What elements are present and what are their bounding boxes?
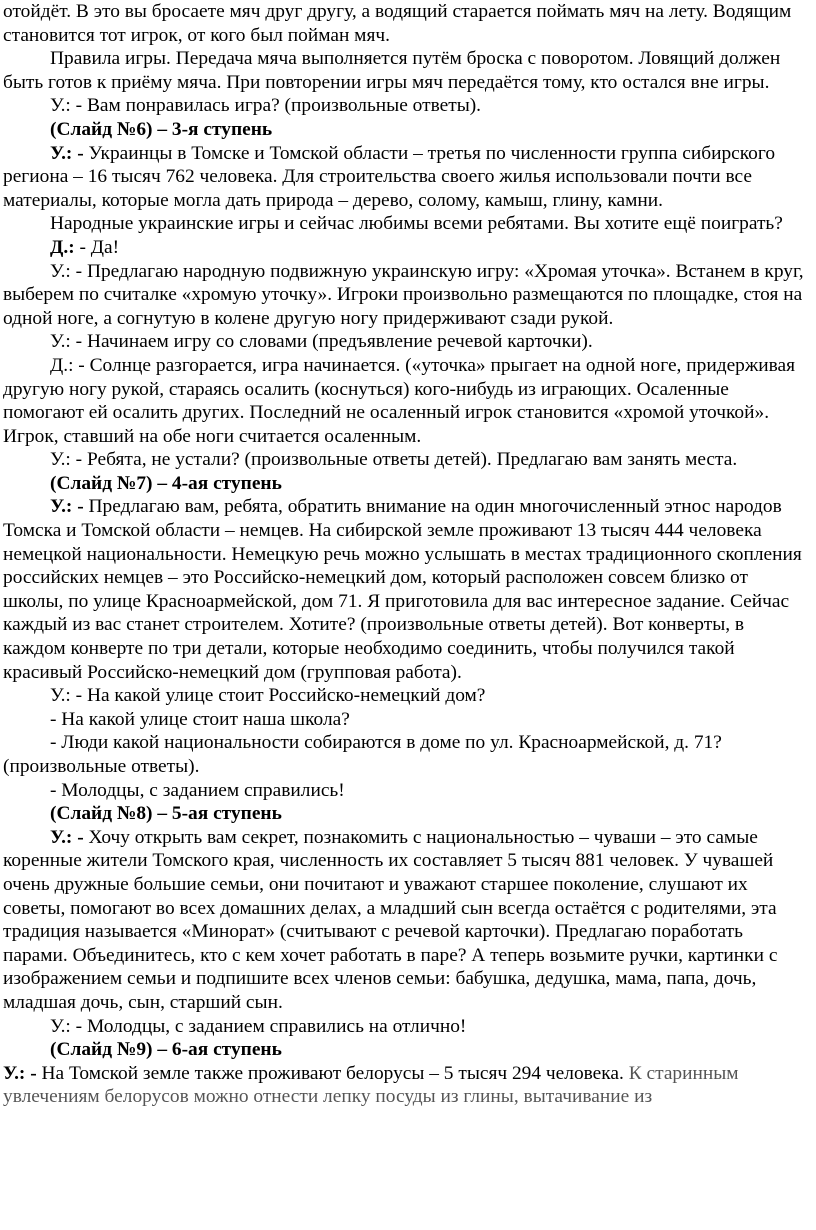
paragraph-children-answer: Д.: - Да! xyxy=(50,236,120,258)
paragraph-lame-duck-game: У.: - Предлагаю народную подвижную украинскую игру: «Хромая уточка». Встанем в круг, выберем по считалке «хромую уточку». Игроки произвольно размещаются по площадке, стоя на одной ноге, а согнутую в колене другую ногу придерживают сзади рукой. xyxy=(3,260,804,329)
paragraph-excellent: У.: - Молодцы, с заданием справились на отлично! xyxy=(50,1015,467,1037)
speaker-label: У.: - xyxy=(50,496,89,518)
slide-6-heading: (Слайд №6) – 3-я ступень xyxy=(50,118,273,140)
paragraph-question-school: - На какой улице стоит наша школа? xyxy=(50,708,350,730)
paragraph-chuvash: У.: - Хочу открыть вам секрет, познакомить с национальностью – чуваши – это самые коренные жители Томского края, численность их составляет 5 тысяч 881 человек. У чувашей очень дружные большие семьи, они почитают и уважают старшее поколение, слушают их советы, помогают во всех домашних делах, а младший сын всегда остаётся с родителями, эта традиция называется «Минорат» (считывают с речевой карточки). Предлагаю поработать парами. Объединитесь, кто с кем хочет работать в паре? А теперь возьмите ручки, картинки с изображением семьи и подпишите всех членов семьи: бабушка, дедушка, мама, папа, дочь, младшая дочь, сын, старший сын. xyxy=(3,826,778,1013)
paragraph-ukrainians: У.: - Украинцы в Томске и Томской области – третья по численности группа сибирского региона – 16 тысяч 762 человека. Для строительства своего жилья использовали почти все материалы, которые могла дать природа – дерево, солому, камыш, глину, камни. xyxy=(3,142,776,211)
speaker-label: У.: - xyxy=(3,1062,42,1084)
paragraph-continuation: отойдёт. В это вы бросаете мяч друг другу, а водящий старается поймать мяч на лету. Водящим становится тот игрок, от кого был пойман мяч. xyxy=(3,1,792,46)
slide-8-heading: (Слайд №8) – 5-ая ступень xyxy=(50,803,282,825)
paragraph-belarusians: У.: - На Томской земле также проживают белорусы – 5 тысяч 294 человека. К старинным увлечениям белорусов можно отнести лепку посуды из глины, вытачивание из xyxy=(3,1062,739,1108)
paragraph-germans: У.: - Предлагаю вам, ребята, обратить внимание на один многочисленный этнос народов Томска и Томской области – немцев. На сибирской земле проживают 13 тысяч 444 человека немецкой национальности. Немецкую речь можно услышать в местах традиционного скопления российских немцев – это Российско-немецкий дом, который расположен совсем близко от школы, по улице Красноармейской, дом 71. Я приготовила для вас интересное задание. Сейчас каждый из вас станет строителем. Хотите? (произвольные ответы детей). Вот конверты, в каждом конверте по три детали, которые необходимо соединить, чтобы получился такой красивый Российско-немецкий дом (групповая работа). xyxy=(3,496,802,683)
faded-text: К старинным увлечениям белорусов можно отнести лепку посуды из глины, вытачивание из xyxy=(3,1062,739,1108)
speaker-label: Д.: xyxy=(50,236,75,258)
paragraph-question-nationality: - Люди какой национальности собираются в доме по ул. Красноармейской, д. 71? (произвольные ответы). xyxy=(3,732,722,777)
slide-7-heading: (Слайд №7) – 4-ая ступень xyxy=(50,472,282,494)
speaker-label: У.: - xyxy=(50,826,89,848)
paragraph-question-street: У.: - На какой улице стоит Российско-немецкий дом? xyxy=(50,685,486,707)
slide-9-heading: (Слайд №9) – 6-ая ступень xyxy=(50,1039,282,1061)
speaker-label: У.: - xyxy=(50,142,89,164)
paragraph-ukrainian-games: Народные украинские игры и сейчас любимы всеми ребятами. Вы хотите ещё поиграть? xyxy=(50,213,783,235)
paragraph-start-game: У.: - Начинаем игру со словами (предъявление речевой карточки). xyxy=(50,331,593,353)
paragraph-not-tired: У.: - Ребята, не устали? (произвольные ответы детей). Предлагаю вам занять места. xyxy=(50,449,738,471)
paragraph-teacher-question: У.: - Вам понравилась игра? (произвольные ответы). xyxy=(50,95,482,117)
paragraph-game-words: Д.: - Солнце разгорается, игра начинается. («уточка» прыгает на одной ноге, придерживая другую ногу рукой, стараясь осалить (коснуться) кого-нибудь из играющих. Осаленные помогают ей осалить других. Последний не осаленный игрок становится «хромой уточкой». Игрок, ставший на обе ноги считается осаленным. xyxy=(3,354,796,447)
paragraph-well-done: - Молодцы, с заданием справились! xyxy=(50,779,345,801)
paragraph-game-rules: Правила игры. Передача мяча выполняется путём броска с поворотом. Ловящий должен быть готов к приёму мяча. При повторении игры мяч передаётся тому, кто остался вне игры. xyxy=(3,48,781,93)
